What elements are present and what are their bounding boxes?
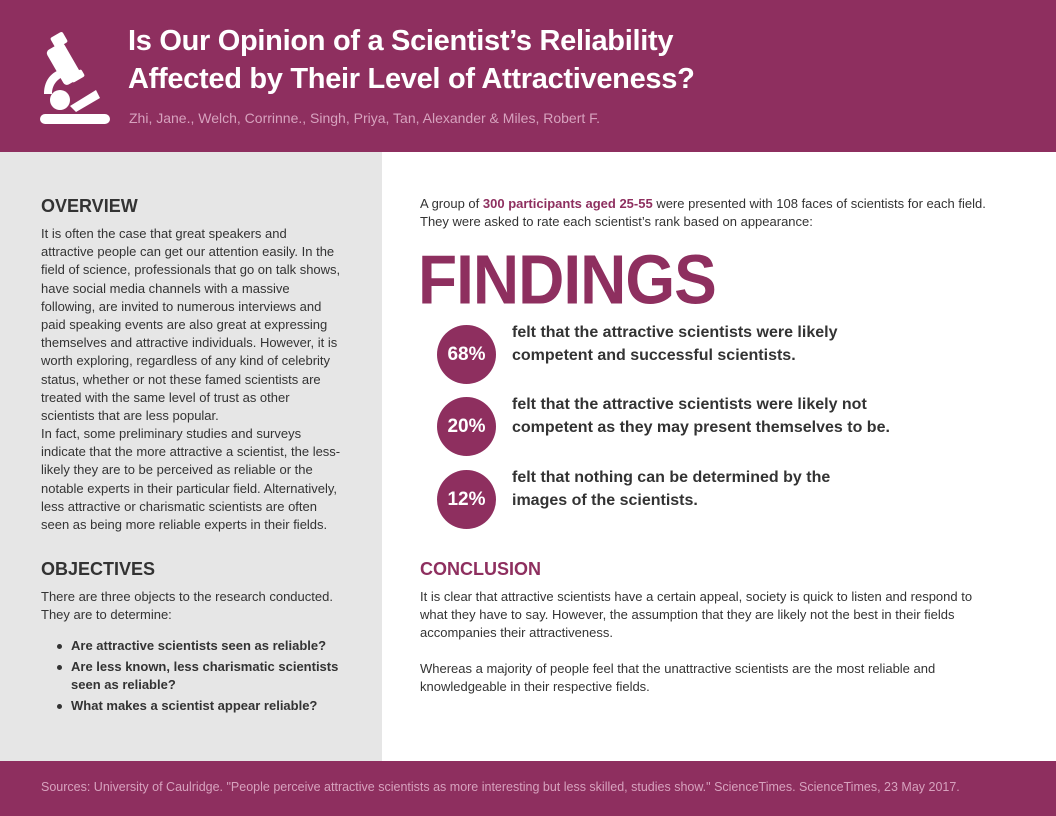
objectives-intro: There are three objects to the research conducted. They are to determine:: [41, 589, 333, 623]
finding-item: [437, 470, 997, 532]
percent-badge: 68%: [437, 325, 496, 384]
microscope-icon: [40, 28, 110, 126]
study-intro: [420, 195, 1000, 231]
list-item: Are less known, less charismatic scientists seen as reliable?: [71, 658, 371, 695]
title-line-2: Affected by Their Level of Attractiveness?: [128, 63, 695, 95]
finding-item: [437, 325, 997, 387]
conclusion-paragraph-1: It is clear that attractive scientists have a certain appeal, society is quick to listen and respond to what they have to say. However, the assumption that they are likely not the best in their fields accompanies their attractiveness.: [420, 589, 973, 641]
conclusion-paragraph-2: Whereas a majority of people feel that the unattractive scientists are the most reliable and knowledgeable in their respective fields.: [420, 661, 936, 695]
finding-text: felt that the attractive scientists were likely competent and successful scientists.: [512, 324, 838, 364]
finding-text: felt that the attractive scientists were likely not competent as they may present themselves to be.: [512, 396, 890, 436]
list-item: Are attractive scientists seen as reliable?: [71, 637, 371, 656]
participants-highlight: 300 participants aged 25-55: [482, 196, 653, 211]
overview-paragraph-2: In fact, some preliminary studies and surveys indicate that the more attractive a scientist, the less-likely they are to be perceived as reliable or the notable experts in their particular field. Alternatively, less attractive or charismatic scientists are often seen as being more reliable experts in their fields.: [41, 426, 341, 533]
overview-heading: OVERVIEW: [41, 196, 138, 216]
finding-text: felt that nothing can be determined by the images of the scientists.: [512, 469, 831, 509]
conclusion-heading: CONCLUSION: [420, 559, 541, 579]
finding-item: [437, 397, 997, 459]
objectives-list: [41, 637, 371, 717]
list-item: What makes a scientist appear reliable?: [71, 697, 371, 716]
intro-prefix: A group of: [420, 196, 483, 211]
sources-text: Sources: University of Caulridge. "People perceive attractive scientists as more interesting but less skilled, studies show." ScienceTimes. ScienceTimes, 23 May 2017.: [41, 780, 960, 794]
header-banner: [0, 0, 1056, 152]
title-line-1: Is Our Opinion of a Scientist’s Reliability: [128, 25, 674, 57]
overview-paragraph-1: It is often the case that great speakers and attractive people can get our attention easily. In the field of science, professionals that go on talk shows, have social media channels with a massive following, are invited to numerous interviews and paid speaking events are also great at expressing themselves and attractive individuals. However, it is worth exploring, regardless of any kind of celebrity status, whether or not these famed scientists are treated with the same level of trust as other scientists that are less popular.: [41, 226, 341, 424]
intro-suffix: were presented with 108 faces of scientists for each field. They were asked to rate each scientist’s rank based on appearance:: [420, 196, 986, 230]
footer-banner: [0, 761, 1056, 816]
page-title: [128, 22, 1028, 98]
findings-heading: FINDINGS: [418, 241, 716, 319]
percent-badge: 12%: [437, 470, 496, 529]
authors-line: Zhi, Jane., Welch, Corrinne., Singh, Priya, Tan, Alexander & Miles, Robert F.: [129, 110, 601, 126]
objectives-heading: OBJECTIVES: [41, 559, 156, 579]
percent-badge: 20%: [437, 397, 496, 456]
